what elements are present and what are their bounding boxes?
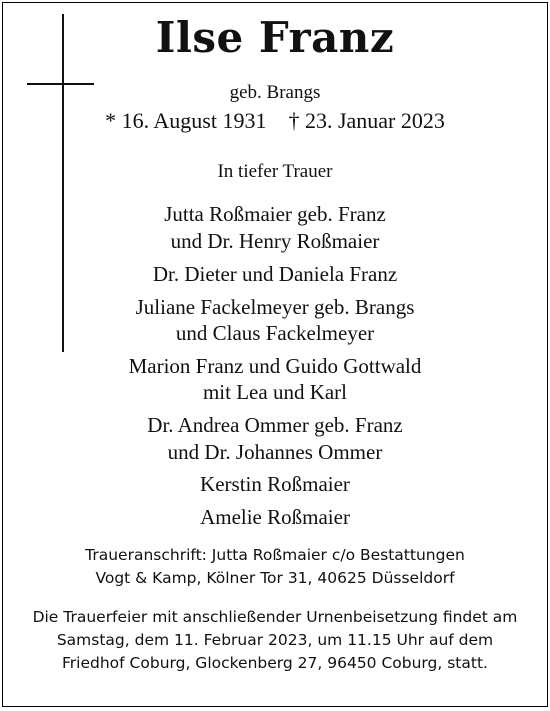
- ceremony-info: Die Trauerfeier mit anschließender Urnenbeisetzung findet am: [32, 608, 518, 626]
- obituary-notice: [2, 2, 548, 707]
- mourner-line: und Claus Fackelmeyer: [175, 321, 375, 345]
- mourner-line: mit Lea und Karl: [202, 380, 348, 404]
- ceremony-info: Friedhof Coburg, Glockenberg 27, 96450 Coburg, statt.: [62, 654, 488, 672]
- funeral-address: Traueranschrift: Jutta Roßmaier c/o Bestattungen: [85, 546, 465, 564]
- mourner-line: Kerstin Roßmaier: [200, 472, 350, 496]
- mourner-line: Jutta Roßmaier geb. Franz: [164, 202, 386, 226]
- funeral-address: Vogt & Kamp, Kölner Tor 31, 40625 Düsseldorf: [95, 569, 455, 587]
- mourner-line: Dr. Andrea Ommer geb. Franz: [147, 413, 403, 437]
- ceremony-info: Samstag, dem 11. Februar 2023, um 11.15 Uhr auf dem: [56, 631, 494, 649]
- mourner-line: und Dr. Johannes Ommer: [167, 440, 383, 464]
- life-dates: * 16. August 1931 † 23. Januar 2023: [105, 108, 445, 133]
- mourner-line: Dr. Dieter und Daniela Franz: [152, 262, 398, 286]
- mourner-line: und Dr. Henry Roßmaier: [170, 229, 380, 253]
- deceased-name: Ilse Franz: [155, 13, 395, 62]
- birth-name: geb. Brangs: [229, 82, 321, 103]
- mourner-line: Juliane Fackelmeyer geb. Brangs: [135, 295, 415, 319]
- mourning-intro: In tiefer Trauer: [217, 161, 333, 182]
- mourner-line: Marion Franz und Guido Gottwald: [128, 354, 422, 378]
- mourner-line: Amelie Roßmaier: [200, 505, 350, 529]
